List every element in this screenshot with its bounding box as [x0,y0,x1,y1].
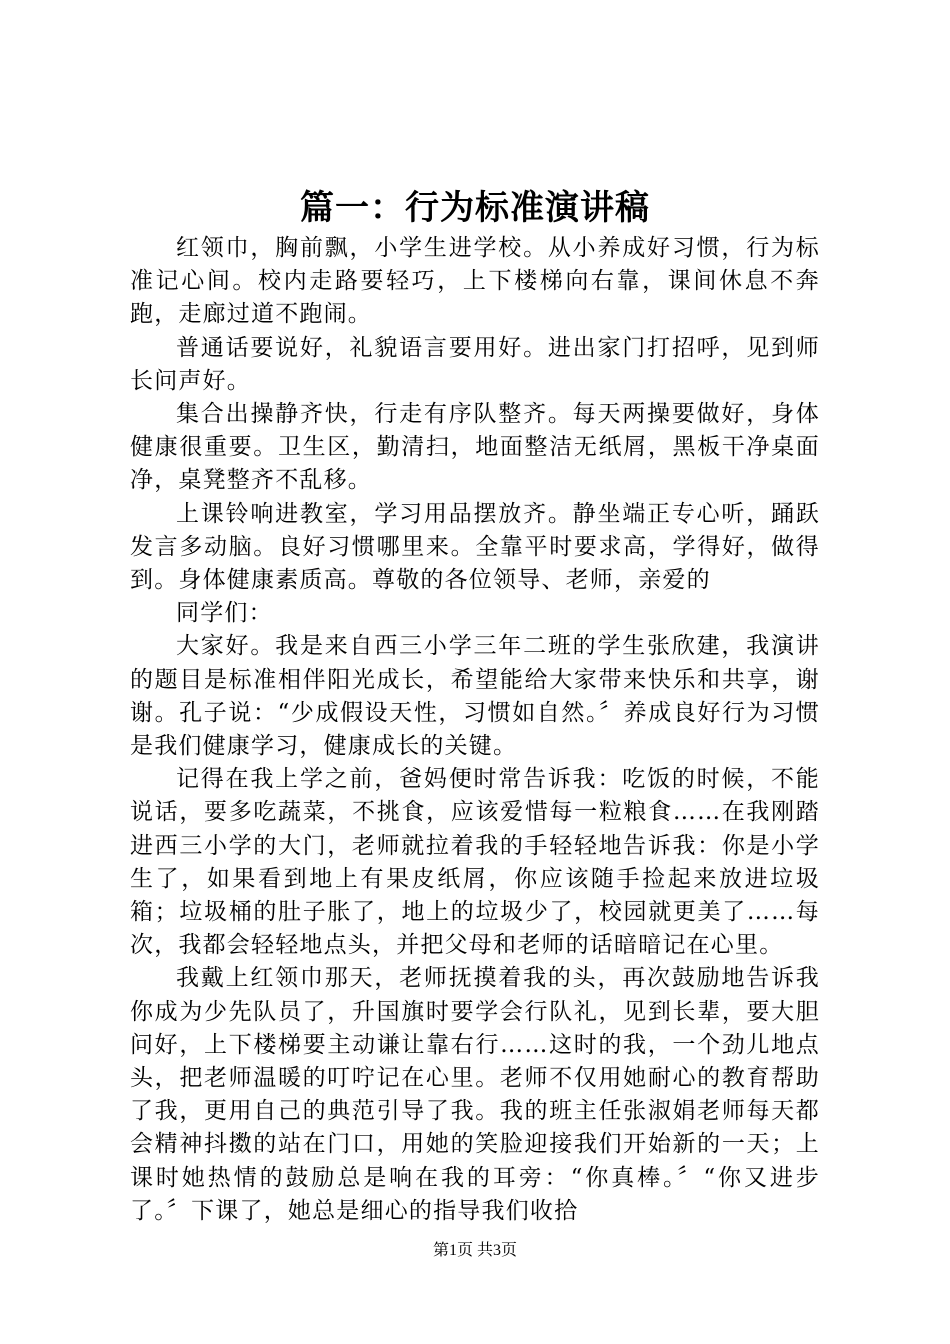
paragraph: 我戴上红领巾那天，老师抚摸着我的头，再次鼓励地告诉我你成为少先队员了，升国旗时要学会行队礼，见到长辈，要大胆问好，上下楼梯要主动谦让靠右行……这时的我，一个劲儿地点头，把老师温暖的叮咛记在心里。老师不仅用她耐心的教育帮助了我，更用自己的典范引导了我。我的班主任张淑娟老师每天都会精神抖擞的站在门口，用她的笑脸迎接我们开始新的一天；上课时她热情的鼓励总是响在我的耳旁：“你真棒。〞“你又进步了。〞下课了，她总是细心的指导我们收拾 [130,965,820,1224]
paragraph: 记得在我上学之前，爸妈便时常告诉我：吃饭的时候，不能说话，要多吃蔬菜，不挑食，应该爱惜每一粒粮食……在我刚踏进西三小学的大门，老师就拉着我的手轻轻地告诉我：你是小学生了，如果看到地上有果皮纸屑，你应该随手捡起来放进垃圾箱；垃圾桶的肚子胀了，地上的垃圾少了，校园就更美了……每次，我都会轻轻地点头，并把父母和老师的话暗暗记在心里。 [130,766,820,959]
paragraph: 集合出操静齐快，行走有序队整齐。每天两操要做好，身体健康很重要。卫生区，勤清扫，地面整洁无纸屑，黑板干净桌面净，桌凳整齐不乱移。 [130,401,820,494]
page-footer: 第1页 共3页 [432,1242,517,1259]
paragraph: 红领巾，胸前飘，小学生进学校。从小养成好习惯，行为标准记心间。校内走路要轻巧，上下楼梯向右靠，课间休息不奔跑，走廊过道不跑闹。 [130,235,820,328]
paragraph: 上课铃响进教室，学习用品摆放齐。静坐端正专心听，踊跃发言多动脑。良好习惯哪里来。全靠平时要求高，学得好，做得到。身体健康素质高。尊敬的各位领导、老师，亲爱的 [130,500,820,594]
paragraph: 同学们： [176,600,273,627]
paragraph: 普通话要说好，礼貌语言要用好。进出家门打招呼，见到师长问声好。 [130,334,820,394]
document-body [130,232,820,1228]
document-title: 篇一：行为标准演讲稿 [300,188,650,228]
paragraph: 大家好。我是来自西三小学三年二班的学生张欣建，我演讲的题目是标准相伴阳光成长，希望能给大家带来快乐和共享，谢谢。孔子说：“少成假设天性，习惯如自然。〞养成良好行为习惯是我们健康学习，健康成长的关键。 [130,633,820,760]
